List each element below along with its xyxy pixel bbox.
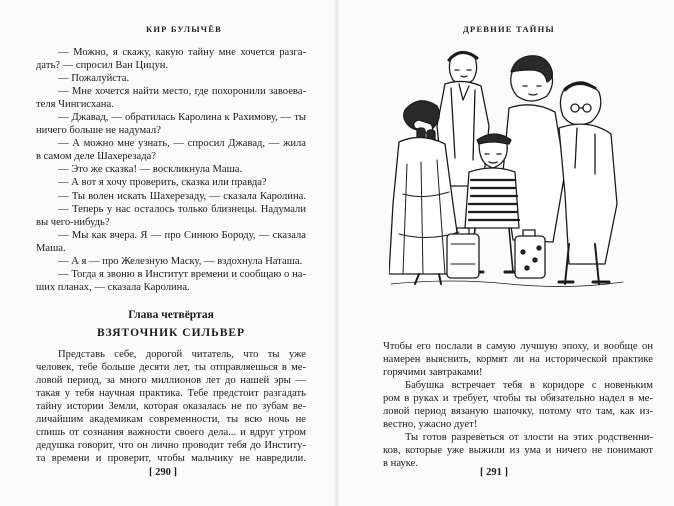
text-line: теля Чингисхана. [36,99,114,111]
running-head-author: КИР БУЛЫЧЁВ [146,24,222,34]
text-line: — Можно, я скажу, какую тайну мне хочется разга- [58,47,306,58]
text-line: Бабушка встречает тебя в коридоре с новеньким [405,380,653,392]
page-number: [ 291 ] [480,467,508,478]
group-of-people-illustration [389,44,625,288]
dialogue-block [36,46,306,294]
right-page [337,0,674,506]
text-line: — Это же сказка! — воскликнула Маша. [58,164,243,176]
text-line: ших планах, — сказала Каролина. [36,281,190,293]
chapter-body [36,348,306,465]
chapter-title: ВЗЯТОЧНИК СИЛЬВЕР [96,327,246,339]
text-line: в самом деле Шахерезада? [36,151,156,163]
text-line: вы чего-нибудь? [36,216,110,228]
text-line: Маша. [36,242,66,254]
text-line: тайну истории Земли, которая оказалась не по зубам ве- [36,401,306,413]
text-line: в науке. [383,458,419,470]
text-line: — А вот я хочу проверить, сказка или правда? [58,177,267,189]
text-line: Представь себе, дорогой читатель, что ты уже [58,349,306,360]
text-line: — Тогда я звоню в Институт времени и сообщаю о на- [58,268,306,280]
running-head-title: ДРЕВНИЕ ТАЙНЫ [463,24,555,34]
text-line: дать? — спросил Ван Цицун. [36,60,169,72]
text-line: намерен выяснить, кормят ли на исторической практике [383,354,653,366]
text-line: вестно, ужасно дует! [383,419,478,431]
figure-man-with-glasses [559,82,617,284]
text-line: такая у тебя научная практика. Тебе предстоит разгадать [36,388,306,400]
text-line: ловой период, за много миллионов лет до нашей эры — [36,375,306,387]
text-line: — Теперь у нас осталось только близнецы. Надумали [58,203,306,215]
text-line: — Джавад, — обратилась Каролина к Рахимову, — ты [58,112,306,124]
text-line: ром в руках и требует, чтобы ты обязательно надел в ме- [383,393,653,405]
text-line: горячими завтраками! [383,367,483,379]
ground-line [391,281,623,287]
suitcase-icons [447,228,545,278]
page-number: [ 290 ] [149,467,177,478]
chapter-body-continued [383,340,653,470]
text-line: ничего больше не надумал? [36,125,161,137]
chapter-label: Глава четвёртая [128,309,214,321]
text-line: — А я — про Железную Маску, — вздохнула Наташа. [58,255,303,267]
text-line: та времени и проверит, чтобы мальчику не навредили. [36,453,306,465]
text-line: Ты готов разреветься от злости на этих родственни- [405,432,653,444]
text-line: дедушка говорит, что он лично проводит тебя до Институ- [36,440,306,452]
text-line: — Пожалуйста. [58,73,130,85]
text-line: — Мы как вчера. Я — про Синюю Бороду, — сказала [58,229,306,241]
text-line: — Мне хочется найти место, где похоронили завоева- [58,86,306,98]
text-line: — А можно мне узнать, — спросил Джавад, — жила [58,138,306,150]
text-line: спишь от сознания важности своего дела... и вдруг утром [36,427,306,439]
text-line: личайшим академикам современности, ты всю ночь не [36,414,306,426]
text-line: человек, тебе больше десяти лет, ты отправляешься в ме- [36,362,306,374]
text-line: Чтобы его послали в самую лучшую эпоху, и вообще он [383,341,653,352]
text-line: ков, которые уже выжили из ума и ничего не понимают [383,445,653,457]
text-line: — Ты волен искать Шахерезаду, — сказала Каролина. [58,190,306,202]
text-line: ловой период вязаную шапочку, потому что там, как из- [383,406,653,418]
